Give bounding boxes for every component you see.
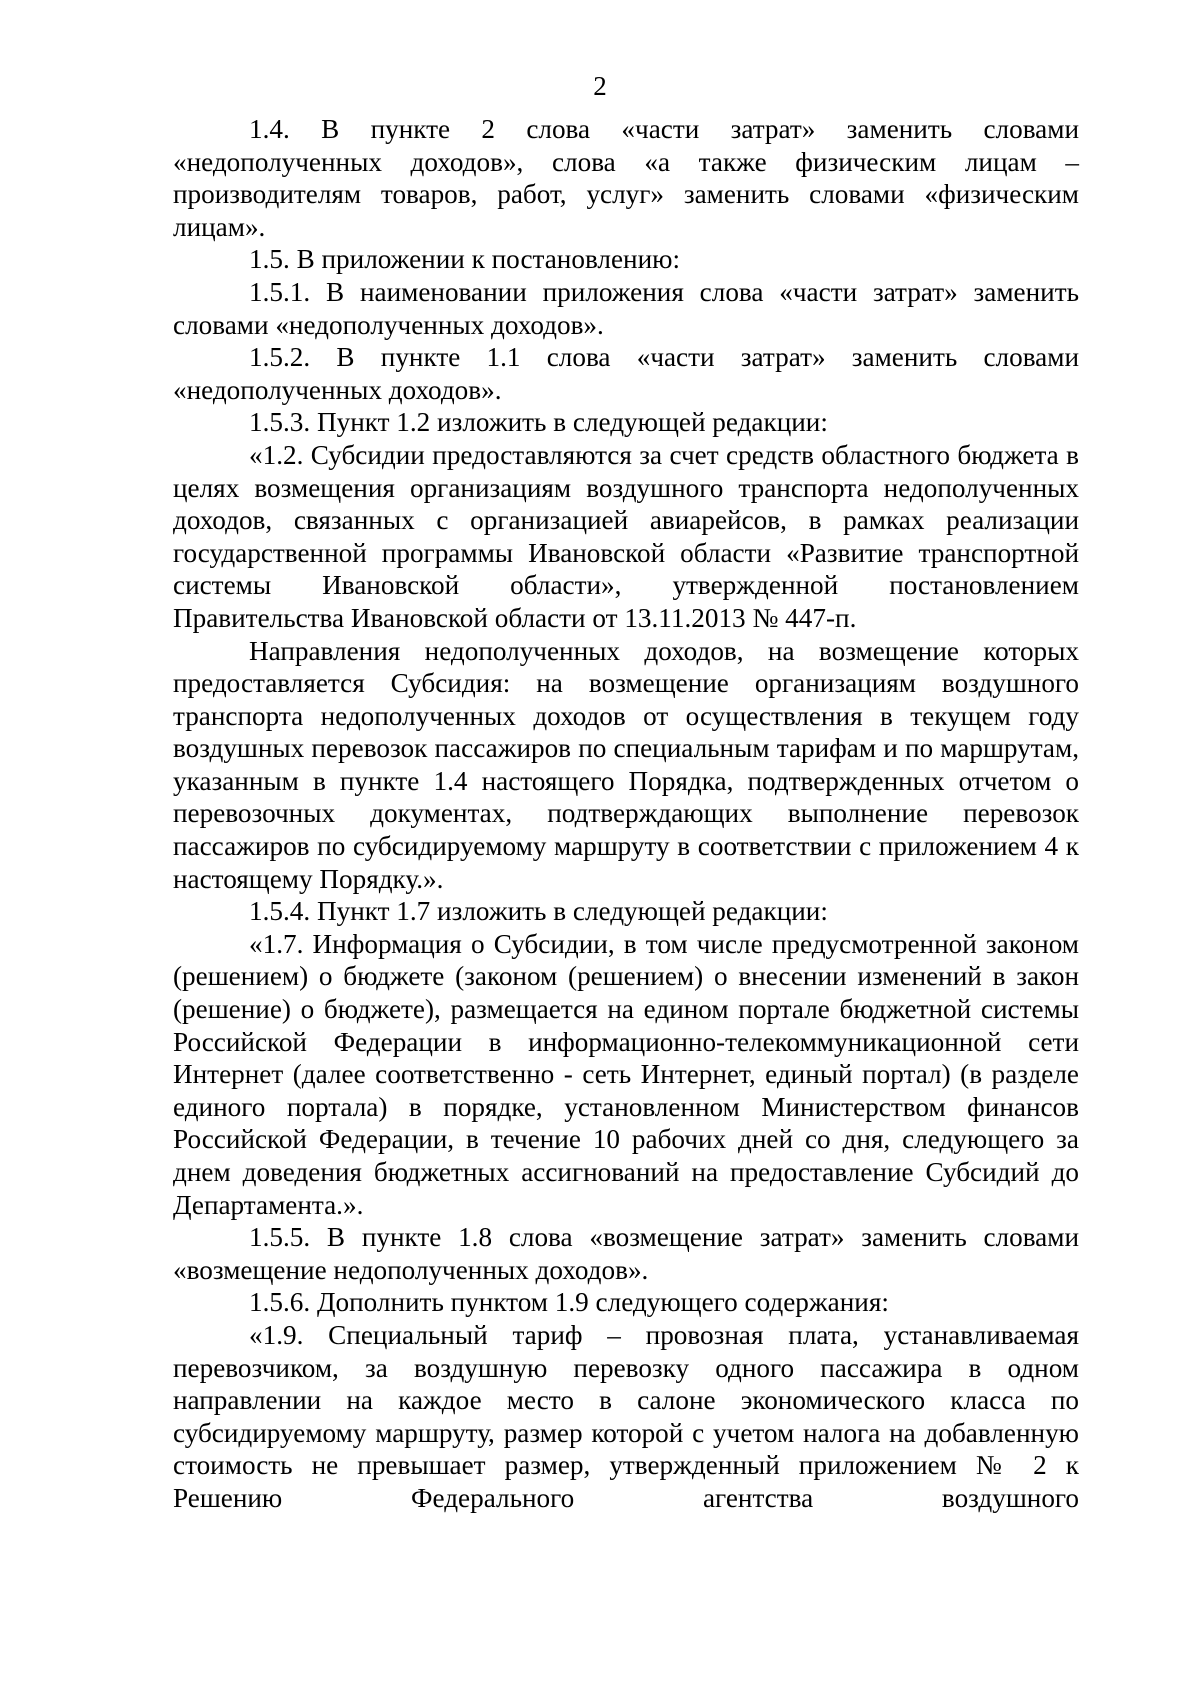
paragraph-1-4: 1.4. В пункте 2 слова «части затрат» заменить словами «недополученных доходов», слова «а также физическим лицам – производителям товаров, работ, услуг» заменить словами «физическим лицам». xyxy=(173,114,1079,242)
document-body xyxy=(173,113,1079,1515)
page-number: 2 xyxy=(593,71,607,101)
paragraph-1-5-1: 1.5.1. В наименовании приложения слова «части затрат» заменить словами «недополученных доходов». xyxy=(173,276,1079,340)
paragraph-1-5-4: 1.5.4. Пункт 1.7 изложить в следующей редакции: xyxy=(249,896,828,927)
paragraph-directions: Направления недополученных доходов, на возмещение которых предоставляется Субсидия: на возмещение организациям воздушного транспорта недополученных доходов от осуществления в текущем году воздушных перевозок пассажиров по специальным тарифам и по маршрутам, указанным в пункте 1.4 настоящего Порядка, подтвержденных отчетом о перевозочных документах, подтверждающих выполнение перевозок пассажиров по субсидируемому маршруту в соответствии с приложением 4 к настоящему Порядку.». xyxy=(173,635,1079,894)
paragraph-quote-1-2: «1.2. Субсидии предоставляются за счет средств областного бюджета в целях возмещения организациям воздушного транспорта недополученных доходов, связанных с организацией авиарейсов, в рамках реализации государственной программы Ивановской области «Развитие транспортной системы Ивановской области», утвержденной постановлением Правительства Ивановской области от 13.11.2013 № 447-п. xyxy=(173,439,1079,633)
paragraph-1-5-2: 1.5.2. В пункте 1.1 слова «части затрат» заменить словами «недополученных доходов». xyxy=(173,342,1079,405)
paragraph-1-5-3: 1.5.3. Пункт 1.2 изложить в следующей редакции: xyxy=(249,407,828,438)
paragraph-quote-1-9: «1.9. Специальный тариф – провозная плата, устанавливаемая перевозчиком, за воздушную перевозку одного пассажира в одном направлении на каждое место в салоне экономического класса по субсидируемому маршруту, размер которой с учетом налога на добавленную стоимость не превышает размер, утвержденный приложением № 2 к Решению Федерального агентства воздушного xyxy=(173,1319,1079,1513)
paragraph-1-5-6: 1.5.6. Дополнить пунктом 1.9 следующего содержания: xyxy=(249,1287,889,1318)
paragraph-1-5: 1.5. В приложении к постановлению: xyxy=(249,244,681,275)
paragraph-1-5-5: 1.5.5. В пункте 1.8 слова «возмещение затрат» заменить словами «возмещение недополученных доходов». xyxy=(173,1222,1079,1285)
paragraph-quote-1-7: «1.7. Информация о Субсидии, в том числе предусмотренной законом (решением) о бюджете (законом (решением) о внесении изменений в закон (решение) о бюджете), размещается на едином портале бюджетной системы Российской Федерации в информационно-телекоммуникационной сети Интернет (далее соответственно - сеть Интернет, единый портал) (в разделе единого портала) в порядке, установленном Министерством финансов Российской Федерации, в течение 10 рабочих дней со дня, следующего за днем доведения бюджетных ассигнований на предоставление Субсидий до Департамента.». xyxy=(173,928,1079,1220)
